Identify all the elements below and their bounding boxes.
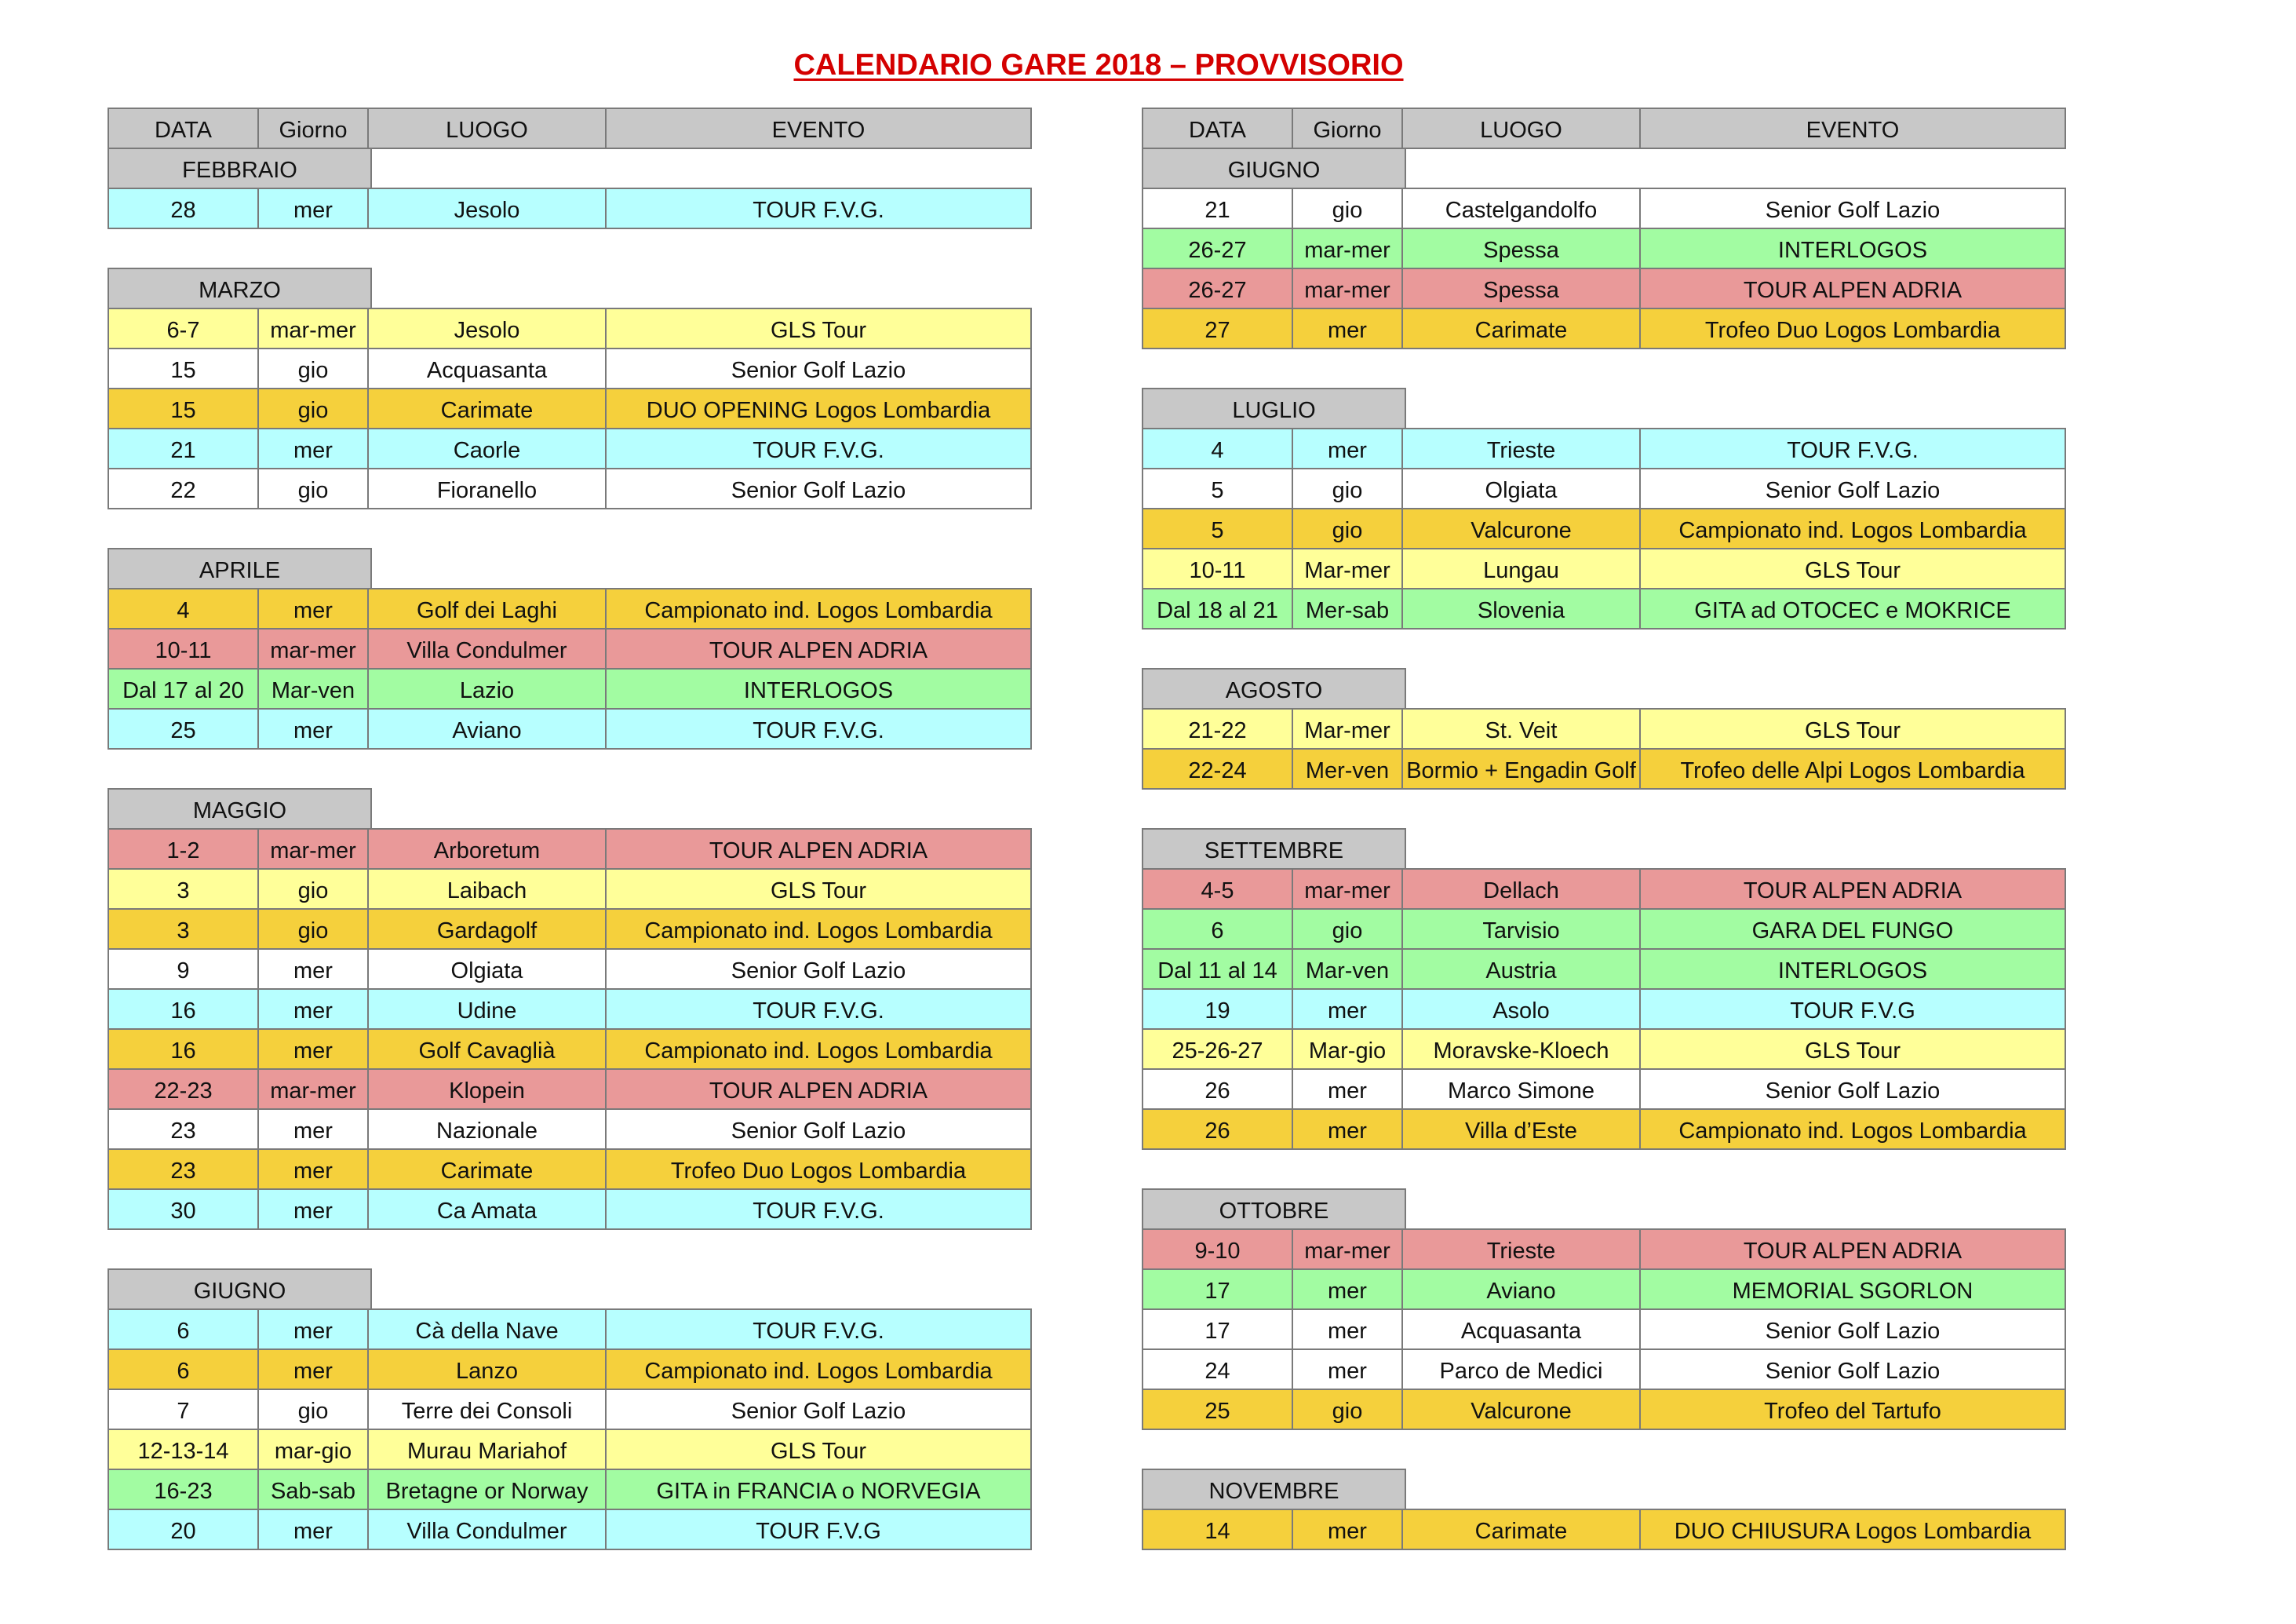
- event-name: GITA ad OTOCEC e MOKRICE: [1639, 588, 2066, 630]
- event-row: [1142, 1068, 2065, 1108]
- event-day: gio: [257, 388, 369, 429]
- page-title: CALENDARIO GARE 2018 – PROVVISORIO: [793, 49, 1404, 82]
- event-place: Aviano: [367, 708, 607, 750]
- event-day: mar-mer: [257, 628, 369, 670]
- event-place: Tarvisio: [1401, 908, 1641, 950]
- event-date: 4-5: [1142, 868, 1293, 910]
- event-place: Udine: [367, 988, 607, 1030]
- event-name: TOUR F.V.G.: [605, 708, 1032, 750]
- event-name: TOUR F.V.G: [1639, 988, 2066, 1030]
- event-row: [108, 1469, 1030, 1509]
- event-row: [108, 588, 1030, 628]
- event-row: [1142, 1308, 2065, 1348]
- event-date: 20: [108, 1509, 259, 1550]
- event-name: Senior Golf Lazio: [1639, 188, 2066, 229]
- section-spacer: [1142, 1148, 2065, 1188]
- event-name: TOUR F.V.G.: [605, 1308, 1032, 1350]
- event-day: mer: [1292, 988, 1403, 1030]
- section-spacer: [1142, 788, 2065, 828]
- event-name: Senior Golf Lazio: [1639, 468, 2066, 509]
- event-date: 26-27: [1142, 268, 1293, 309]
- event-place: Moravske-Kloech: [1401, 1028, 1641, 1070]
- event-date: 17: [1142, 1268, 1293, 1310]
- event-name: TOUR F.V.G.: [605, 988, 1032, 1030]
- event-day: mer: [257, 1308, 369, 1350]
- event-name: TOUR ALPEN ADRIA: [1639, 868, 2066, 910]
- event-name: Trofeo Duo Logos Lombardia: [1639, 308, 2066, 349]
- month-label-row: [108, 548, 1030, 588]
- event-name: Trofeo del Tartufo: [1639, 1389, 2066, 1430]
- event-row: [1142, 1028, 2065, 1068]
- event-name: TOUR F.V.G.: [605, 188, 1032, 229]
- event-place: Carimate: [367, 388, 607, 429]
- event-name: TOUR F.V.G: [605, 1509, 1032, 1550]
- event-place: Gardagolf: [367, 908, 607, 950]
- event-place: Lanzo: [367, 1348, 607, 1390]
- event-row: [108, 1188, 1030, 1228]
- month-label: OTTOBRE: [1142, 1188, 1406, 1230]
- event-row: [108, 828, 1030, 868]
- event-place: Trieste: [1401, 1228, 1641, 1270]
- event-place: Acquasanta: [367, 348, 607, 389]
- event-place: Laibach: [367, 868, 607, 910]
- event-place: Bretagne or Norway: [367, 1469, 607, 1510]
- event-name: TOUR ALPEN ADRIA: [1639, 268, 2066, 309]
- table-header-row: [1142, 108, 2065, 148]
- event-row: [1142, 1228, 2065, 1268]
- event-date: 22-23: [108, 1068, 259, 1110]
- event-day: mer: [257, 188, 369, 229]
- event-place: Jesolo: [367, 188, 607, 229]
- event-name: Campionato ind. Logos Lombardia: [605, 1028, 1032, 1070]
- event-place: Parco de Medici: [1401, 1348, 1641, 1390]
- event-row: [1142, 948, 2065, 988]
- event-place: Klopein: [367, 1068, 607, 1110]
- section-spacer: [108, 508, 1030, 548]
- event-day: mer: [1292, 428, 1403, 469]
- event-date: 6-7: [108, 308, 259, 349]
- event-day: mer: [257, 1348, 369, 1390]
- event-date: 22: [108, 468, 259, 509]
- event-name: Campionato ind. Logos Lombardia: [605, 908, 1032, 950]
- event-date: Dal 17 al 20: [108, 668, 259, 710]
- event-place: Carimate: [367, 1148, 607, 1190]
- event-day: Mar-gio: [1292, 1028, 1403, 1070]
- right-calendar-column: [1142, 108, 2065, 1549]
- event-row: [108, 1148, 1030, 1188]
- event-place: Villa Condulmer: [367, 1509, 607, 1550]
- event-place: Marco Simone: [1401, 1068, 1641, 1110]
- month-label-row: [1142, 828, 2065, 868]
- event-name: TOUR F.V.G.: [605, 428, 1032, 469]
- event-place: Slovenia: [1401, 588, 1641, 630]
- event-date: 21: [1142, 188, 1293, 229]
- event-row: [108, 428, 1030, 468]
- event-place: Trieste: [1401, 428, 1641, 469]
- event-name: Trofeo delle Alpi Logos Lombardia: [1639, 748, 2066, 790]
- event-name: Senior Golf Lazio: [1639, 1348, 2066, 1390]
- event-row: [108, 1429, 1030, 1469]
- event-row: [1142, 428, 2065, 468]
- event-place: Valcurone: [1401, 1389, 1641, 1430]
- event-day: gio: [257, 868, 369, 910]
- event-name: GLS Tour: [1639, 708, 2066, 750]
- event-place: Golf Cavaglià: [367, 1028, 607, 1070]
- event-place: Carimate: [1401, 308, 1641, 349]
- event-day: Sab-sab: [257, 1469, 369, 1510]
- event-date: 4: [108, 588, 259, 630]
- header-data: DATA: [108, 108, 259, 149]
- event-place: Asolo: [1401, 988, 1641, 1030]
- event-day: gio: [257, 348, 369, 389]
- event-name: DUO CHIUSURA Logos Lombardia: [1639, 1509, 2066, 1550]
- event-row: [108, 1509, 1030, 1549]
- event-name: INTERLOGOS: [605, 668, 1032, 710]
- event-date: 17: [1142, 1308, 1293, 1350]
- event-place: Villa Condulmer: [367, 628, 607, 670]
- event-day: mer: [257, 1148, 369, 1190]
- event-place: Lazio: [367, 668, 607, 710]
- month-label-row: [1142, 148, 2065, 188]
- event-day: Mar-mer: [1292, 708, 1403, 750]
- left-calendar-column: [108, 108, 1030, 1549]
- event-row: [108, 1389, 1030, 1429]
- event-name: GLS Tour: [605, 868, 1032, 910]
- event-row: [108, 868, 1030, 908]
- event-date: 12-13-14: [108, 1429, 259, 1470]
- event-day: gio: [1292, 908, 1403, 950]
- event-name: INTERLOGOS: [1639, 228, 2066, 269]
- event-row: [1142, 988, 2065, 1028]
- event-name: Senior Golf Lazio: [605, 948, 1032, 990]
- event-name: TOUR F.V.G.: [1639, 428, 2066, 469]
- event-day: mer: [257, 588, 369, 630]
- section-spacer: [108, 228, 1030, 268]
- event-day: gio: [257, 1389, 369, 1430]
- section-spacer: [108, 748, 1030, 788]
- event-date: 4: [1142, 428, 1293, 469]
- event-date: 16: [108, 988, 259, 1030]
- event-name: GLS Tour: [1639, 548, 2066, 589]
- event-date: 22-24: [1142, 748, 1293, 790]
- event-place: Acquasanta: [1401, 1308, 1641, 1350]
- event-row: [1142, 548, 2065, 588]
- event-date: 30: [108, 1188, 259, 1230]
- event-name: TOUR ALPEN ADRIA: [605, 628, 1032, 670]
- event-date: 10-11: [1142, 548, 1293, 589]
- event-date: Dal 18 al 21: [1142, 588, 1293, 630]
- event-name: TOUR F.V.G.: [605, 1188, 1032, 1230]
- event-row: [108, 348, 1030, 388]
- event-day: mer: [257, 1028, 369, 1070]
- event-name: MEMORIAL SGORLON: [1639, 1268, 2066, 1310]
- event-date: 3: [108, 908, 259, 950]
- event-day: mer: [1292, 1108, 1403, 1150]
- event-date: 26: [1142, 1108, 1293, 1150]
- event-date: 16: [108, 1028, 259, 1070]
- event-date: 5: [1142, 468, 1293, 509]
- event-day: mer: [1292, 308, 1403, 349]
- event-row: [1142, 1108, 2065, 1148]
- event-name: Trofeo Duo Logos Lombardia: [605, 1148, 1032, 1190]
- event-day: mer: [257, 428, 369, 469]
- event-row: [1142, 308, 2065, 348]
- event-place: Aviano: [1401, 1268, 1641, 1310]
- event-day: Mer-sab: [1292, 588, 1403, 630]
- event-place: Valcurone: [1401, 508, 1641, 549]
- month-label: AGOSTO: [1142, 668, 1406, 710]
- event-date: 21: [108, 428, 259, 469]
- event-date: 1-2: [108, 828, 259, 870]
- month-label-row: [108, 1268, 1030, 1308]
- event-date: 7: [108, 1389, 259, 1430]
- event-day: gio: [257, 908, 369, 950]
- event-row: [108, 1028, 1030, 1068]
- event-place: Lungau: [1401, 548, 1641, 589]
- event-name: Campionato ind. Logos Lombardia: [1639, 508, 2066, 549]
- event-row: [108, 948, 1030, 988]
- month-label: MAGGIO: [108, 788, 372, 830]
- event-day: gio: [1292, 508, 1403, 549]
- event-row: [1142, 228, 2065, 268]
- event-day: mer: [1292, 1308, 1403, 1350]
- month-label: MARZO: [108, 268, 372, 309]
- event-date: 9-10: [1142, 1228, 1293, 1270]
- month-label: SETTEMBRE: [1142, 828, 1406, 870]
- event-place: Nazionale: [367, 1108, 607, 1150]
- event-date: 5: [1142, 508, 1293, 549]
- event-day: gio: [257, 468, 369, 509]
- event-day: mer: [257, 1509, 369, 1550]
- event-date: 27: [1142, 308, 1293, 349]
- event-name: GLS Tour: [605, 1429, 1032, 1470]
- event-day: Mar-ven: [1292, 948, 1403, 990]
- event-date: 23: [108, 1108, 259, 1150]
- event-day: mar-mer: [1292, 228, 1403, 269]
- event-day: mer: [257, 988, 369, 1030]
- event-row: [1142, 508, 2065, 548]
- event-row: [108, 628, 1030, 668]
- event-day: mer: [1292, 1068, 1403, 1110]
- event-row: [1142, 1268, 2065, 1308]
- event-day: gio: [1292, 188, 1403, 229]
- event-date: 24: [1142, 1348, 1293, 1390]
- event-day: mer: [1292, 1509, 1403, 1550]
- event-day: mer: [257, 1108, 369, 1150]
- event-place: Olgiata: [367, 948, 607, 990]
- event-day: gio: [1292, 468, 1403, 509]
- event-date: 6: [108, 1308, 259, 1350]
- event-row: [108, 988, 1030, 1028]
- month-label-row: [1142, 1469, 2065, 1509]
- month-label: APRILE: [108, 548, 372, 589]
- event-day: Mar-mer: [1292, 548, 1403, 589]
- event-place: Jesolo: [367, 308, 607, 349]
- event-place: Terre dei Consoli: [367, 1389, 607, 1430]
- event-date: 9: [108, 948, 259, 990]
- event-place: Dellach: [1401, 868, 1641, 910]
- event-date: 14: [1142, 1509, 1293, 1550]
- event-date: 25: [1142, 1389, 1293, 1430]
- event-place: Olgiata: [1401, 468, 1641, 509]
- event-day: mer: [1292, 1348, 1403, 1390]
- event-name: DUO OPENING Logos Lombardia: [605, 388, 1032, 429]
- event-name: Senior Golf Lazio: [605, 468, 1032, 509]
- event-date: 10-11: [108, 628, 259, 670]
- event-row: [108, 708, 1030, 748]
- month-label-row: [108, 268, 1030, 308]
- event-place: Ca Amata: [367, 1188, 607, 1230]
- event-row: [108, 1348, 1030, 1389]
- event-day: Mar-ven: [257, 668, 369, 710]
- event-name: Senior Golf Lazio: [605, 1389, 1032, 1430]
- event-day: mar-mer: [1292, 1228, 1403, 1270]
- event-date: Dal 11 al 14: [1142, 948, 1293, 990]
- section-spacer: [1142, 1429, 2065, 1469]
- header-luogo: LUOGO: [1401, 108, 1641, 149]
- event-row: [1142, 1509, 2065, 1549]
- month-label: GIUGNO: [1142, 148, 1406, 189]
- event-row: [1142, 1389, 2065, 1429]
- event-name: Senior Golf Lazio: [605, 1108, 1032, 1150]
- event-place: Cà della Nave: [367, 1308, 607, 1350]
- event-name: INTERLOGOS: [1639, 948, 2066, 990]
- event-name: TOUR ALPEN ADRIA: [605, 828, 1032, 870]
- event-date: 23: [108, 1148, 259, 1190]
- event-day: mer: [257, 948, 369, 990]
- event-place: Fioranello: [367, 468, 607, 509]
- event-row: [108, 188, 1030, 228]
- event-date: 15: [108, 388, 259, 429]
- month-label-row: [1142, 1188, 2065, 1228]
- event-place: Carimate: [1401, 1509, 1641, 1550]
- event-date: 25-26-27: [1142, 1028, 1293, 1070]
- event-day: mar-mer: [257, 308, 369, 349]
- event-place: Spessa: [1401, 228, 1641, 269]
- event-row: [1142, 708, 2065, 748]
- event-name: Senior Golf Lazio: [1639, 1068, 2066, 1110]
- month-label-row: [1142, 668, 2065, 708]
- event-row: [1142, 588, 2065, 628]
- event-date: 6: [108, 1348, 259, 1390]
- event-place: Arboretum: [367, 828, 607, 870]
- event-place: Austria: [1401, 948, 1641, 990]
- event-day: mar-mer: [1292, 268, 1403, 309]
- event-row: [1142, 908, 2065, 948]
- event-row: [1142, 748, 2065, 788]
- event-date: 6: [1142, 908, 1293, 950]
- event-name: Senior Golf Lazio: [605, 348, 1032, 389]
- event-name: Campionato ind. Logos Lombardia: [1639, 1108, 2066, 1150]
- event-name: Senior Golf Lazio: [1639, 1308, 2066, 1350]
- month-label: LUGLIO: [1142, 388, 1406, 429]
- event-day: mer: [257, 708, 369, 750]
- event-day: gio: [1292, 1389, 1403, 1430]
- section-spacer: [1142, 348, 2065, 388]
- event-name: Campionato ind. Logos Lombardia: [605, 1348, 1032, 1390]
- event-row: [108, 1068, 1030, 1108]
- table-header-row: [108, 108, 1030, 148]
- event-day: mar-mer: [1292, 868, 1403, 910]
- event-day: mer: [1292, 1268, 1403, 1310]
- event-date: 3: [108, 868, 259, 910]
- event-place: Castelgandolfo: [1401, 188, 1641, 229]
- header-luogo: LUOGO: [367, 108, 607, 149]
- event-row: [108, 308, 1030, 348]
- event-date: 26: [1142, 1068, 1293, 1110]
- event-row: [1142, 868, 2065, 908]
- event-place: Villa d’Este: [1401, 1108, 1641, 1150]
- event-date: 15: [108, 348, 259, 389]
- event-name: Campionato ind. Logos Lombardia: [605, 588, 1032, 630]
- month-label-row: [1142, 388, 2065, 428]
- month-label: NOVEMBRE: [1142, 1469, 1406, 1510]
- event-place: Golf dei Laghi: [367, 588, 607, 630]
- event-place: Bormio + Engadin Golf: [1401, 748, 1641, 790]
- event-day: mar-gio: [257, 1429, 369, 1470]
- event-day: mar-mer: [257, 1068, 369, 1110]
- event-name: GLS Tour: [1639, 1028, 2066, 1070]
- event-name: TOUR ALPEN ADRIA: [1639, 1228, 2066, 1270]
- event-row: [108, 1108, 1030, 1148]
- event-row: [1142, 268, 2065, 308]
- month-label-row: [108, 788, 1030, 828]
- event-date: 16-23: [108, 1469, 259, 1510]
- event-name: GARA DEL FUNGO: [1639, 908, 2066, 950]
- header-evento: EVENTO: [605, 108, 1032, 149]
- month-label: FEBBRAIO: [108, 148, 372, 189]
- header-giorno: Giorno: [1292, 108, 1403, 149]
- event-name: GLS Tour: [605, 308, 1032, 349]
- event-day: Mer-ven: [1292, 748, 1403, 790]
- header-data: DATA: [1142, 108, 1293, 149]
- event-name: TOUR ALPEN ADRIA: [605, 1068, 1032, 1110]
- event-date: 21-22: [1142, 708, 1293, 750]
- event-row: [108, 908, 1030, 948]
- event-row: [1142, 188, 2065, 228]
- event-date: 26-27: [1142, 228, 1293, 269]
- section-spacer: [1142, 628, 2065, 668]
- event-day: mer: [257, 1188, 369, 1230]
- header-evento: EVENTO: [1639, 108, 2066, 149]
- event-place: Murau Mariahof: [367, 1429, 607, 1470]
- event-place: Caorle: [367, 428, 607, 469]
- event-place: St. Veit: [1401, 708, 1641, 750]
- event-day: mar-mer: [257, 828, 369, 870]
- event-place: Spessa: [1401, 268, 1641, 309]
- header-giorno: Giorno: [257, 108, 369, 149]
- section-spacer: [108, 1228, 1030, 1268]
- event-name: GITA in FRANCIA o NORVEGIA: [605, 1469, 1032, 1510]
- month-label-row: [108, 148, 1030, 188]
- event-row: [108, 388, 1030, 428]
- event-date: 25: [108, 708, 259, 750]
- event-row: [108, 468, 1030, 508]
- event-row: [108, 1308, 1030, 1348]
- event-row: [108, 668, 1030, 708]
- month-label: GIUGNO: [108, 1268, 372, 1310]
- event-date: 19: [1142, 988, 1293, 1030]
- event-date: 28: [108, 188, 259, 229]
- event-row: [1142, 468, 2065, 508]
- event-row: [1142, 1348, 2065, 1389]
